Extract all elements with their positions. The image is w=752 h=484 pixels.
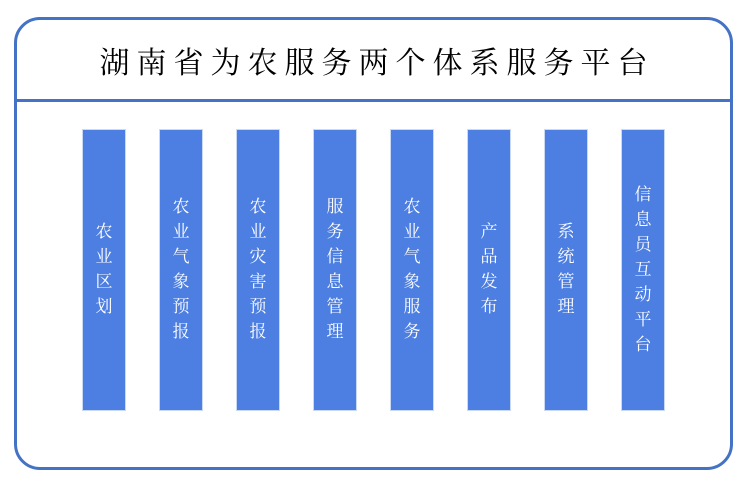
module-bar xyxy=(621,129,665,411)
module-bar xyxy=(544,129,588,411)
module-bar-label: 系 统 管 理 xyxy=(557,222,575,317)
module-bar-label: 信 息 员 互 动 平 台 xyxy=(634,184,652,355)
platform-title: 湖南省为农服务两个体系服务平台 xyxy=(99,45,655,81)
module-bar xyxy=(313,129,357,411)
module-bar-label: 农 业 区 划 xyxy=(95,222,113,317)
platform-frame xyxy=(14,17,733,470)
module-bar-label: 产 品 发 布 xyxy=(480,222,498,317)
modules-row xyxy=(17,129,730,411)
module-bar-label: 农 业 灾 害 预 报 xyxy=(249,197,267,342)
module-bar-label: 服 务 信 息 管 理 xyxy=(326,197,344,342)
module-bar-label: 农 业 气 象 预 报 xyxy=(172,197,190,342)
module-bar xyxy=(82,129,126,411)
module-bar xyxy=(467,129,511,411)
module-bar xyxy=(159,129,203,411)
module-bar xyxy=(236,129,280,411)
module-bar xyxy=(390,129,434,411)
module-bar-label: 农 业 气 象 服 务 xyxy=(403,197,421,342)
diagram-header xyxy=(17,20,730,102)
